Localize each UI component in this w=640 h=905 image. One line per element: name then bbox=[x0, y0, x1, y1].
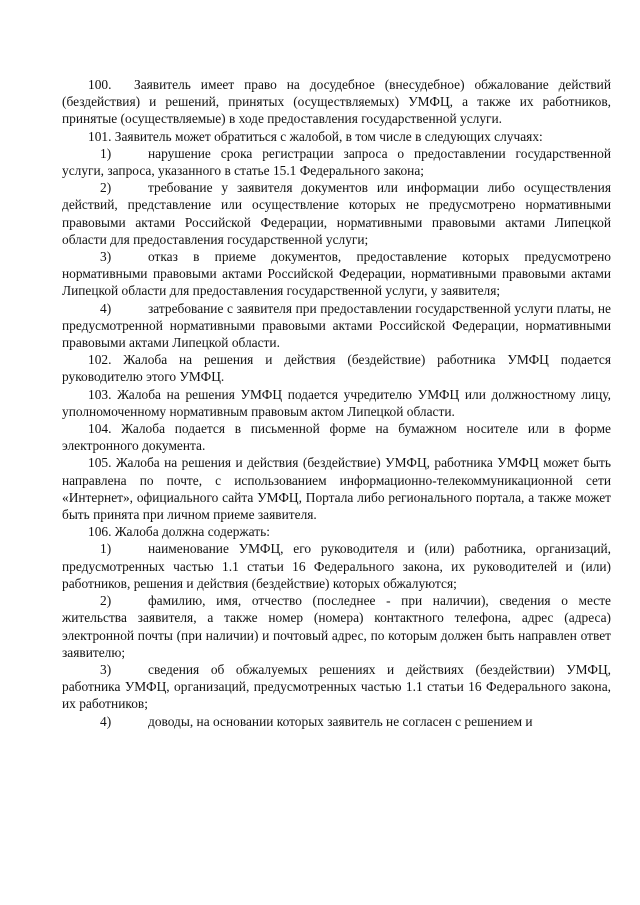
list-item-106-1 bbox=[62, 540, 611, 592]
paragraph-104 bbox=[62, 420, 611, 454]
paragraph-101 bbox=[62, 128, 611, 145]
paragraph-102 bbox=[62, 351, 611, 385]
list-item-text: требование у заявителя документов или информации либо осуществления действий, представление или осуществление которых не предусмотрено нормативными правовыми актами Российской Федерации, нормативными правовыми актами Липецкой области для предоставления государственной услуги; bbox=[62, 180, 611, 247]
list-item-101-1 bbox=[62, 145, 611, 179]
list-item-101-3 bbox=[62, 248, 611, 300]
list-item-number: 1) bbox=[100, 145, 112, 161]
list-item-text: отказ в приеме документов, предоставление которых предусмотрено нормативными правовыми актами Российской Федерации, нормативными правовыми актами Липецкой области для предоставления государственной услуги, у заявителя; bbox=[62, 249, 611, 299]
list-item-text: сведения об обжалуемых решениях и действиях (бездействии) УМФЦ, работника УМФЦ, организаций, предусмотренных частью 1.1 статьи 16 Федерального закона, их работников; bbox=[62, 661, 611, 712]
list-item-number: 4) bbox=[100, 713, 112, 729]
list-item-text: наименование УМФЦ, его руководителя и (или) работника, организаций, предусмотренных частью 1.1 статьи 16 Федерального закона, их руководителей и (или) работников, решения и действия (бездействие) которых обжалуются; bbox=[62, 541, 611, 591]
list-item-106-3 bbox=[62, 661, 611, 713]
paragraph-text: 101. Заявитель может обратиться с жалобой, в том числе в следующих случаях: bbox=[88, 128, 543, 144]
paragraph-text: 105. Жалоба на решения и действия (бездействие) УМФЦ, работника УМФЦ может быть направлена по почте, с использованием информационно-телекоммуникационной сети «Интернет», официального сайта УМФЦ, Портала либо регионального портала, а также может быть принята при личном приеме заявителя. bbox=[62, 455, 611, 523]
paragraph-105 bbox=[62, 454, 611, 523]
list-item-text: затребование с заявителя при предоставлении государственной услуги платы, не предусмотренной нормативными правовыми актами Российской Федерации, нормативными правовыми актами Липецкой области. bbox=[62, 300, 611, 351]
list-item-text: доводы, на основании которых заявитель не согласен с решением и bbox=[148, 713, 533, 729]
paragraph-106 bbox=[62, 523, 611, 540]
list-item-text: нарушение срока регистрации запроса о предоставлении государственной услуги, запроса, указанного в статье 15.1 Федерального закона; bbox=[62, 145, 611, 179]
paragraph-number: 100. bbox=[88, 77, 112, 92]
paragraph-100 bbox=[62, 76, 611, 128]
list-item-number: 4) bbox=[100, 300, 112, 316]
list-item-106-2 bbox=[62, 592, 611, 661]
paragraph-text: Заявитель имеет право на досудебное (внесудебное) обжалование действий (бездействия) и решений, принятых (осуществляемых) УМФЦ, а также их работников, принятые (осуществляемые) в ходе предоставления государственной услуги. bbox=[62, 77, 611, 127]
list-item-101-4 bbox=[62, 300, 611, 352]
list-item-text: фамилию, имя, отчество (последнее - при наличии), сведения о месте жительства заявителя, а также номер (номера) контактного телефона, адрес (адреса) электронной почты (при наличии) и почтовый адрес, по которым должен быть направлен ответ заявителю; bbox=[62, 593, 611, 660]
list-item-number: 2) bbox=[100, 593, 112, 609]
list-item-106-4 bbox=[62, 713, 611, 730]
paragraph-103 bbox=[62, 386, 611, 420]
paragraph-text: 104. Жалоба подается в письменной форме на бумажном носителе или в форме электронного документа. bbox=[62, 421, 611, 454]
paragraph-text: 103. Жалоба на решения УМФЦ подается учредителю УМФЦ или должностному лицу, уполномоченному нормативным правовым актом Липецкой области. bbox=[62, 386, 611, 419]
list-item-number: 2) bbox=[100, 180, 112, 196]
list-item-number: 3) bbox=[100, 249, 112, 265]
paragraph-text: 106. Жалоба должна содержать: bbox=[88, 524, 270, 540]
list-item-101-2 bbox=[62, 179, 611, 248]
paragraph-text: 102. Жалоба на решения и действия (бездействие) работника УМФЦ подается руководителю этого УМФЦ. bbox=[62, 352, 611, 385]
list-item-number: 3) bbox=[100, 661, 112, 677]
document-page bbox=[62, 76, 611, 730]
list-item-number: 1) bbox=[100, 541, 112, 557]
